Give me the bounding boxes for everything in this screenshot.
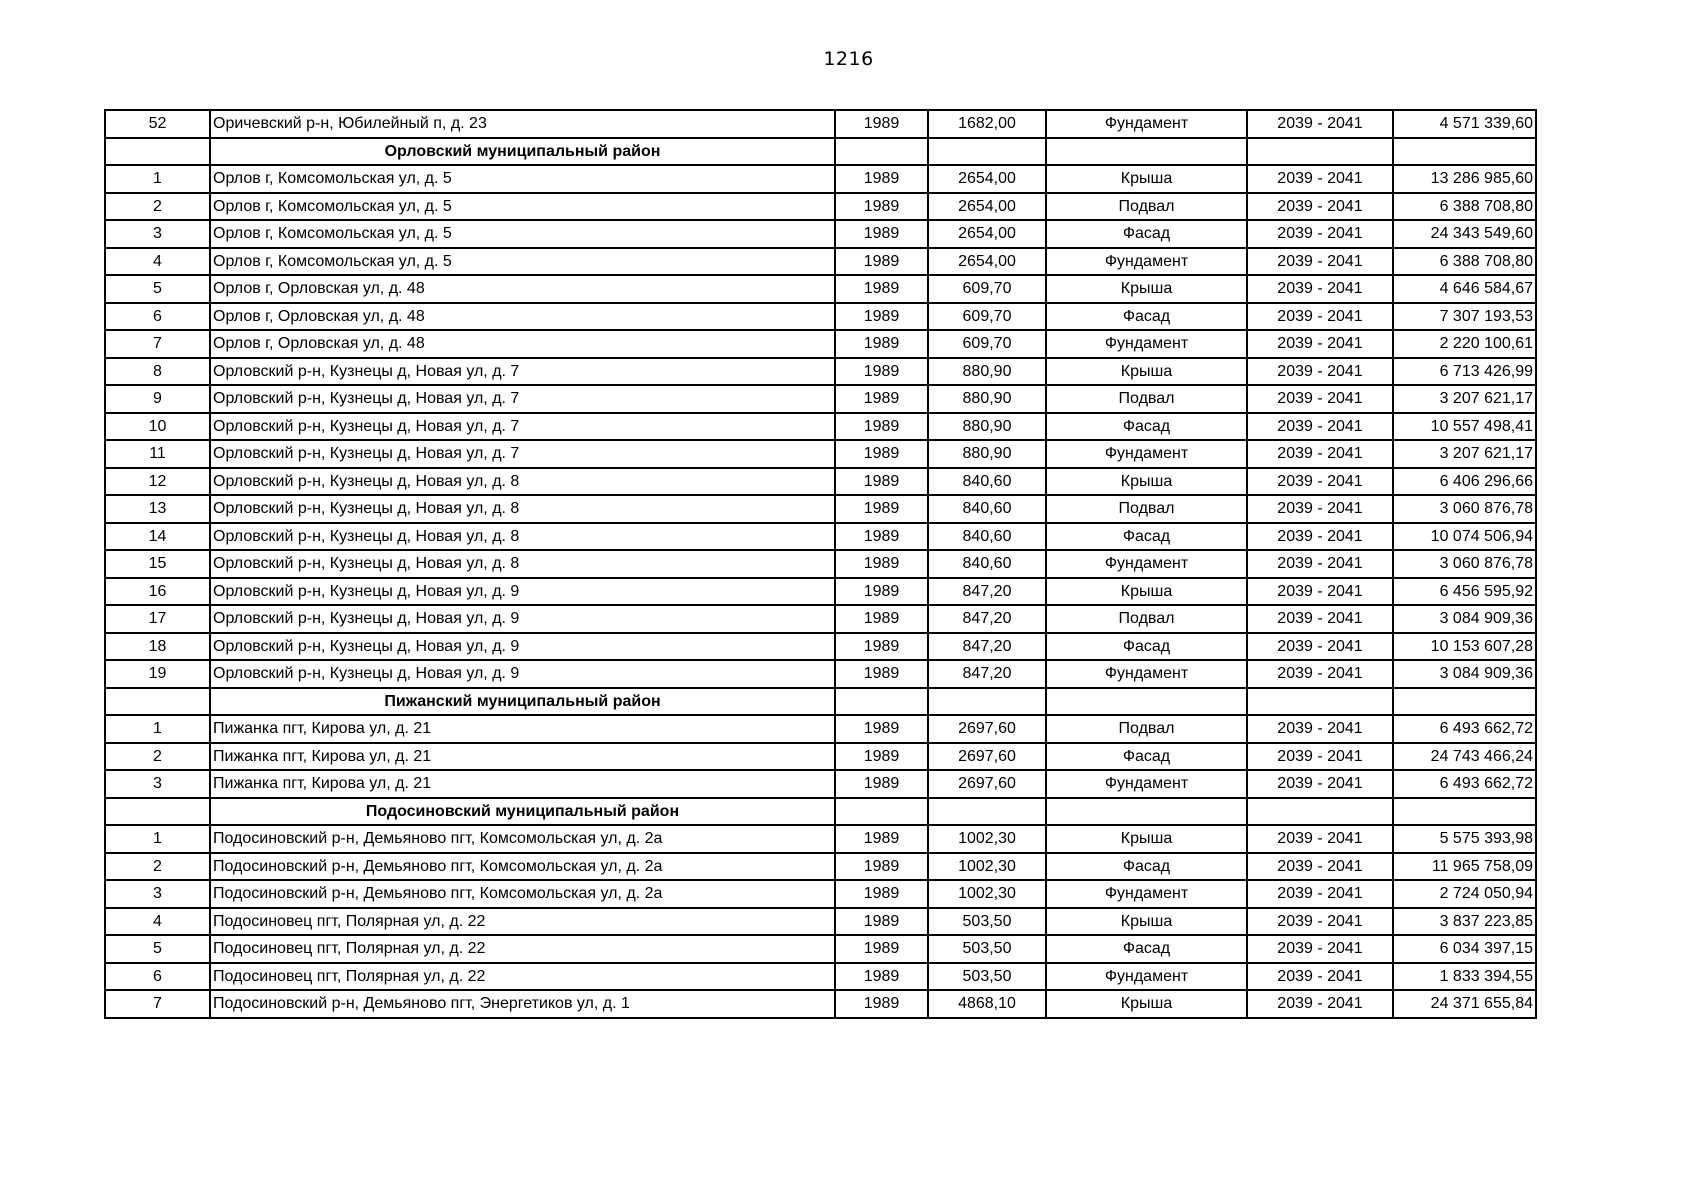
- year-cell: 1989: [835, 550, 928, 578]
- address-cell: Подосиновский р-н, Демьяново пгт, Комсомольская ул, д. 2а: [210, 825, 835, 853]
- section-title: Пижанский муниципальный район: [210, 688, 835, 716]
- table-row: [105, 495, 1536, 523]
- work-type-cell: Крыша: [1046, 825, 1247, 853]
- address-cell: Орловский р-н, Кузнецы д, Новая ул, д. 7: [210, 358, 835, 386]
- area-cell: 2697,60: [928, 770, 1046, 798]
- area-cell: 2697,60: [928, 743, 1046, 771]
- table-row: [105, 990, 1536, 1018]
- address-cell: Подосиновец пгт, Полярная ул, д. 22: [210, 908, 835, 936]
- period-cell: 2039 - 2041: [1247, 908, 1393, 936]
- year-cell: 1989: [835, 633, 928, 661]
- cost-cell: 3 060 876,78: [1393, 550, 1536, 578]
- cost-cell: 4 646 584,67: [1393, 275, 1536, 303]
- work-type-cell: Подвал: [1046, 495, 1247, 523]
- work-type-cell: Фасад: [1046, 523, 1247, 551]
- area-cell: 2654,00: [928, 193, 1046, 221]
- period-cell: 2039 - 2041: [1247, 468, 1393, 496]
- work-type-cell: Подвал: [1046, 605, 1247, 633]
- cost-cell: 24 743 466,24: [1393, 743, 1536, 771]
- area-cell: 4868,10: [928, 990, 1046, 1018]
- row-number-cell: 4: [105, 908, 210, 936]
- cost-cell: 6 388 708,80: [1393, 193, 1536, 221]
- row-number-cell: 11: [105, 440, 210, 468]
- table-row: [105, 743, 1536, 771]
- work-type-cell: Фасад: [1046, 853, 1247, 881]
- empty-cell: [1046, 798, 1247, 826]
- row-number-cell: 3: [105, 770, 210, 798]
- table-row: [105, 468, 1536, 496]
- row-number-cell: 6: [105, 303, 210, 331]
- row-number-cell: 2: [105, 853, 210, 881]
- cost-cell: 3 837 223,85: [1393, 908, 1536, 936]
- table-row: [105, 633, 1536, 661]
- year-cell: 1989: [835, 468, 928, 496]
- year-cell: 1989: [835, 303, 928, 331]
- period-cell: 2039 - 2041: [1247, 220, 1393, 248]
- address-cell: Орлов г, Комсомольская ул, д. 5: [210, 165, 835, 193]
- empty-cell: [1046, 688, 1247, 716]
- cost-cell: 3 084 909,36: [1393, 605, 1536, 633]
- address-cell: Орловский р-н, Кузнецы д, Новая ул, д. 7: [210, 440, 835, 468]
- cost-cell: 2 220 100,61: [1393, 330, 1536, 358]
- page-number: 1216: [823, 48, 874, 70]
- row-number-cell: 5: [105, 275, 210, 303]
- address-cell: Подосиновский р-н, Демьяново пгт, Комсомольская ул, д. 2а: [210, 880, 835, 908]
- area-cell: 840,60: [928, 495, 1046, 523]
- period-cell: 2039 - 2041: [1247, 193, 1393, 221]
- cost-cell: 6 034 397,15: [1393, 935, 1536, 963]
- year-cell: 1989: [835, 220, 928, 248]
- period-cell: 2039 - 2041: [1247, 880, 1393, 908]
- year-cell: 1989: [835, 715, 928, 743]
- year-cell: 1989: [835, 880, 928, 908]
- cost-cell: 6 456 595,92: [1393, 578, 1536, 606]
- table-row: [105, 770, 1536, 798]
- period-cell: 2039 - 2041: [1247, 578, 1393, 606]
- address-cell: Пижанка пгт, Кирова ул, д. 21: [210, 743, 835, 771]
- section-title: Орловский муниципальный район: [210, 138, 835, 166]
- empty-cell: [835, 798, 928, 826]
- area-cell: 2654,00: [928, 220, 1046, 248]
- year-cell: 1989: [835, 110, 928, 138]
- table-row: [105, 220, 1536, 248]
- cost-cell: 10 153 607,28: [1393, 633, 1536, 661]
- period-cell: 2039 - 2041: [1247, 358, 1393, 386]
- row-number-cell: 3: [105, 880, 210, 908]
- row-number-cell: 4: [105, 248, 210, 276]
- area-cell: 1682,00: [928, 110, 1046, 138]
- period-cell: 2039 - 2041: [1247, 770, 1393, 798]
- work-type-cell: Крыша: [1046, 908, 1247, 936]
- work-type-cell: Фундамент: [1046, 110, 1247, 138]
- empty-cell: [1393, 798, 1536, 826]
- empty-cell: [1247, 138, 1393, 166]
- cost-cell: 3 207 621,17: [1393, 385, 1536, 413]
- area-cell: 880,90: [928, 358, 1046, 386]
- empty-cell: [1393, 688, 1536, 716]
- address-cell: Подосиновский р-н, Демьяново пгт, Комсомольская ул, д. 2а: [210, 853, 835, 881]
- cost-cell: 6 406 296,66: [1393, 468, 1536, 496]
- year-cell: 1989: [835, 165, 928, 193]
- work-type-cell: Фундамент: [1046, 550, 1247, 578]
- area-cell: 2697,60: [928, 715, 1046, 743]
- empty-cell: [1046, 138, 1247, 166]
- work-type-cell: Фасад: [1046, 633, 1247, 661]
- year-cell: 1989: [835, 825, 928, 853]
- row-number-cell: 6: [105, 963, 210, 991]
- period-cell: 2039 - 2041: [1247, 330, 1393, 358]
- area-cell: 2654,00: [928, 165, 1046, 193]
- empty-cell: [1393, 138, 1536, 166]
- table-row: [105, 908, 1536, 936]
- address-cell: Орловский р-н, Кузнецы д, Новая ул, д. 9: [210, 578, 835, 606]
- area-cell: 609,70: [928, 275, 1046, 303]
- work-type-cell: Фасад: [1046, 303, 1247, 331]
- work-type-cell: Фундамент: [1046, 248, 1247, 276]
- year-cell: 1989: [835, 578, 928, 606]
- cost-cell: 4 571 339,60: [1393, 110, 1536, 138]
- work-type-cell: Фундамент: [1046, 770, 1247, 798]
- area-cell: 503,50: [928, 935, 1046, 963]
- area-cell: 880,90: [928, 385, 1046, 413]
- area-cell: 880,90: [928, 413, 1046, 441]
- capital-repair-table: [104, 109, 1537, 1019]
- cost-cell: 10 074 506,94: [1393, 523, 1536, 551]
- area-cell: 609,70: [928, 330, 1046, 358]
- period-cell: 2039 - 2041: [1247, 743, 1393, 771]
- row-number-cell: 14: [105, 523, 210, 551]
- year-cell: 1989: [835, 495, 928, 523]
- period-cell: 2039 - 2041: [1247, 303, 1393, 331]
- work-type-cell: Фундамент: [1046, 440, 1247, 468]
- area-cell: 840,60: [928, 523, 1046, 551]
- empty-cell: [928, 138, 1046, 166]
- cost-cell: 7 307 193,53: [1393, 303, 1536, 331]
- row-number-cell: 7: [105, 330, 210, 358]
- address-cell: Орлов г, Орловская ул, д. 48: [210, 330, 835, 358]
- empty-cell: [835, 138, 928, 166]
- year-cell: 1989: [835, 743, 928, 771]
- row-number-cell: 1: [105, 165, 210, 193]
- table-body: [105, 110, 1536, 1018]
- area-cell: 1002,30: [928, 825, 1046, 853]
- area-cell: 847,20: [928, 578, 1046, 606]
- address-cell: Пижанка пгт, Кирова ул, д. 21: [210, 770, 835, 798]
- row-number-cell: 7: [105, 990, 210, 1018]
- area-cell: 1002,30: [928, 853, 1046, 881]
- cost-cell: 6 493 662,72: [1393, 770, 1536, 798]
- year-cell: 1989: [835, 935, 928, 963]
- row-number-cell: 10: [105, 413, 210, 441]
- table-row: [105, 578, 1536, 606]
- address-cell: Подосиновец пгт, Полярная ул, д. 22: [210, 963, 835, 991]
- year-cell: 1989: [835, 193, 928, 221]
- table-row: [105, 110, 1536, 138]
- work-type-cell: Крыша: [1046, 165, 1247, 193]
- row-number-cell: 13: [105, 495, 210, 523]
- area-cell: 609,70: [928, 303, 1046, 331]
- table-row: [105, 550, 1536, 578]
- area-cell: 840,60: [928, 468, 1046, 496]
- address-cell: Орлов г, Орловская ул, д. 48: [210, 275, 835, 303]
- cost-cell: 6 388 708,80: [1393, 248, 1536, 276]
- table-row: [105, 605, 1536, 633]
- work-type-cell: Крыша: [1046, 275, 1247, 303]
- empty-cell: [105, 798, 210, 826]
- address-cell: Орлов г, Комсомольская ул, д. 5: [210, 248, 835, 276]
- row-number-cell: 8: [105, 358, 210, 386]
- cost-cell: 24 371 655,84: [1393, 990, 1536, 1018]
- period-cell: 2039 - 2041: [1247, 990, 1393, 1018]
- period-cell: 2039 - 2041: [1247, 715, 1393, 743]
- section-header-row: [105, 798, 1536, 826]
- row-number-cell: 15: [105, 550, 210, 578]
- period-cell: 2039 - 2041: [1247, 550, 1393, 578]
- year-cell: 1989: [835, 770, 928, 798]
- period-cell: 2039 - 2041: [1247, 440, 1393, 468]
- cost-cell: 3 207 621,17: [1393, 440, 1536, 468]
- year-cell: 1989: [835, 358, 928, 386]
- table-row: [105, 165, 1536, 193]
- table-row: [105, 275, 1536, 303]
- area-cell: 880,90: [928, 440, 1046, 468]
- address-cell: Пижанка пгт, Кирова ул, д. 21: [210, 715, 835, 743]
- address-cell: Оричевский р-н, Юбилейный п, д. 23: [210, 110, 835, 138]
- address-cell: Орловский р-н, Кузнецы д, Новая ул, д. 9: [210, 633, 835, 661]
- table-row: [105, 385, 1536, 413]
- cost-cell: 11 965 758,09: [1393, 853, 1536, 881]
- address-cell: Орловский р-н, Кузнецы д, Новая ул, д. 8: [210, 523, 835, 551]
- work-type-cell: Фасад: [1046, 935, 1247, 963]
- address-cell: Орловский р-н, Кузнецы д, Новая ул, д. 7: [210, 413, 835, 441]
- period-cell: 2039 - 2041: [1247, 605, 1393, 633]
- cost-cell: 3 084 909,36: [1393, 660, 1536, 688]
- year-cell: 1989: [835, 330, 928, 358]
- work-type-cell: Фасад: [1046, 413, 1247, 441]
- cost-cell: 13 286 985,60: [1393, 165, 1536, 193]
- empty-cell: [1247, 688, 1393, 716]
- row-number-cell: 5: [105, 935, 210, 963]
- work-type-cell: Крыша: [1046, 990, 1247, 1018]
- cost-cell: 10 557 498,41: [1393, 413, 1536, 441]
- period-cell: 2039 - 2041: [1247, 275, 1393, 303]
- row-number-cell: 2: [105, 743, 210, 771]
- address-cell: Орловский р-н, Кузнецы д, Новая ул, д. 9: [210, 660, 835, 688]
- table-row: [105, 413, 1536, 441]
- address-cell: Орловский р-н, Кузнецы д, Новая ул, д. 8: [210, 468, 835, 496]
- address-cell: Орлов г, Комсомольская ул, д. 5: [210, 193, 835, 221]
- empty-cell: [928, 688, 1046, 716]
- cost-cell: 2 724 050,94: [1393, 880, 1536, 908]
- section-title: Подосиновский муниципальный район: [210, 798, 835, 826]
- work-type-cell: Фасад: [1046, 743, 1247, 771]
- cost-cell: 1 833 394,55: [1393, 963, 1536, 991]
- area-cell: 503,50: [928, 908, 1046, 936]
- area-cell: 1002,30: [928, 880, 1046, 908]
- work-type-cell: Крыша: [1046, 578, 1247, 606]
- year-cell: 1989: [835, 990, 928, 1018]
- table-row: [105, 963, 1536, 991]
- row-number-cell: 16: [105, 578, 210, 606]
- area-cell: 2654,00: [928, 248, 1046, 276]
- row-number-cell: 1: [105, 715, 210, 743]
- year-cell: 1989: [835, 275, 928, 303]
- period-cell: 2039 - 2041: [1247, 248, 1393, 276]
- year-cell: 1989: [835, 853, 928, 881]
- address-cell: Орловский р-н, Кузнецы д, Новая ул, д. 9: [210, 605, 835, 633]
- row-number-cell: 9: [105, 385, 210, 413]
- row-number-cell: 2: [105, 193, 210, 221]
- table-row: [105, 880, 1536, 908]
- row-number-cell: 18: [105, 633, 210, 661]
- empty-cell: [835, 688, 928, 716]
- table-row: [105, 358, 1536, 386]
- work-type-cell: Крыша: [1046, 358, 1247, 386]
- address-cell: Подосиновский р-н, Демьяново пгт, Энергетиков ул, д. 1: [210, 990, 835, 1018]
- empty-cell: [928, 798, 1046, 826]
- table-row: [105, 935, 1536, 963]
- work-type-cell: Фундамент: [1046, 880, 1247, 908]
- area-cell: 840,60: [928, 550, 1046, 578]
- row-number-cell: 3: [105, 220, 210, 248]
- cost-cell: 6 713 426,99: [1393, 358, 1536, 386]
- cost-cell: 24 343 549,60: [1393, 220, 1536, 248]
- period-cell: 2039 - 2041: [1247, 660, 1393, 688]
- period-cell: 2039 - 2041: [1247, 110, 1393, 138]
- address-cell: Подосиновец пгт, Полярная ул, д. 22: [210, 935, 835, 963]
- section-header-row: [105, 138, 1536, 166]
- period-cell: 2039 - 2041: [1247, 963, 1393, 991]
- work-type-cell: Фундамент: [1046, 330, 1247, 358]
- year-cell: 1989: [835, 385, 928, 413]
- period-cell: 2039 - 2041: [1247, 633, 1393, 661]
- empty-cell: [1247, 798, 1393, 826]
- work-type-cell: Фундамент: [1046, 963, 1247, 991]
- table-row: [105, 440, 1536, 468]
- period-cell: 2039 - 2041: [1247, 825, 1393, 853]
- area-cell: 847,20: [928, 660, 1046, 688]
- period-cell: 2039 - 2041: [1247, 853, 1393, 881]
- cost-cell: 6 493 662,72: [1393, 715, 1536, 743]
- address-cell: Орловский р-н, Кузнецы д, Новая ул, д. 7: [210, 385, 835, 413]
- period-cell: 2039 - 2041: [1247, 523, 1393, 551]
- area-cell: 847,20: [928, 633, 1046, 661]
- section-header-row: [105, 688, 1536, 716]
- row-number-cell: 52: [105, 110, 210, 138]
- empty-cell: [105, 138, 210, 166]
- table-row: [105, 523, 1536, 551]
- work-type-cell: Подвал: [1046, 193, 1247, 221]
- year-cell: 1989: [835, 523, 928, 551]
- address-cell: Орлов г, Комсомольская ул, д. 5: [210, 220, 835, 248]
- row-number-cell: 19: [105, 660, 210, 688]
- work-type-cell: Фасад: [1046, 220, 1247, 248]
- table-row: [105, 303, 1536, 331]
- period-cell: 2039 - 2041: [1247, 413, 1393, 441]
- table-row: [105, 660, 1536, 688]
- area-cell: 847,20: [928, 605, 1046, 633]
- row-number-cell: 1: [105, 825, 210, 853]
- address-cell: Орловский р-н, Кузнецы д, Новая ул, д. 8: [210, 495, 835, 523]
- row-number-cell: 12: [105, 468, 210, 496]
- period-cell: 2039 - 2041: [1247, 165, 1393, 193]
- period-cell: 2039 - 2041: [1247, 385, 1393, 413]
- year-cell: 1989: [835, 413, 928, 441]
- address-cell: Орловский р-н, Кузнецы д, Новая ул, д. 8: [210, 550, 835, 578]
- table-row: [105, 853, 1536, 881]
- year-cell: 1989: [835, 660, 928, 688]
- empty-cell: [105, 688, 210, 716]
- area-cell: 503,50: [928, 963, 1046, 991]
- period-cell: 2039 - 2041: [1247, 935, 1393, 963]
- row-number-cell: 17: [105, 605, 210, 633]
- table-row: [105, 193, 1536, 221]
- work-type-cell: Фундамент: [1046, 660, 1247, 688]
- year-cell: 1989: [835, 963, 928, 991]
- year-cell: 1989: [835, 440, 928, 468]
- cost-cell: 5 575 393,98: [1393, 825, 1536, 853]
- table-row: [105, 715, 1536, 743]
- period-cell: 2039 - 2041: [1247, 495, 1393, 523]
- cost-cell: 3 060 876,78: [1393, 495, 1536, 523]
- work-type-cell: Крыша: [1046, 468, 1247, 496]
- table-row: [105, 330, 1536, 358]
- year-cell: 1989: [835, 908, 928, 936]
- year-cell: 1989: [835, 248, 928, 276]
- table-row: [105, 248, 1536, 276]
- table-row: [105, 825, 1536, 853]
- work-type-cell: Подвал: [1046, 715, 1247, 743]
- address-cell: Орлов г, Орловская ул, д. 48: [210, 303, 835, 331]
- year-cell: 1989: [835, 605, 928, 633]
- work-type-cell: Подвал: [1046, 385, 1247, 413]
